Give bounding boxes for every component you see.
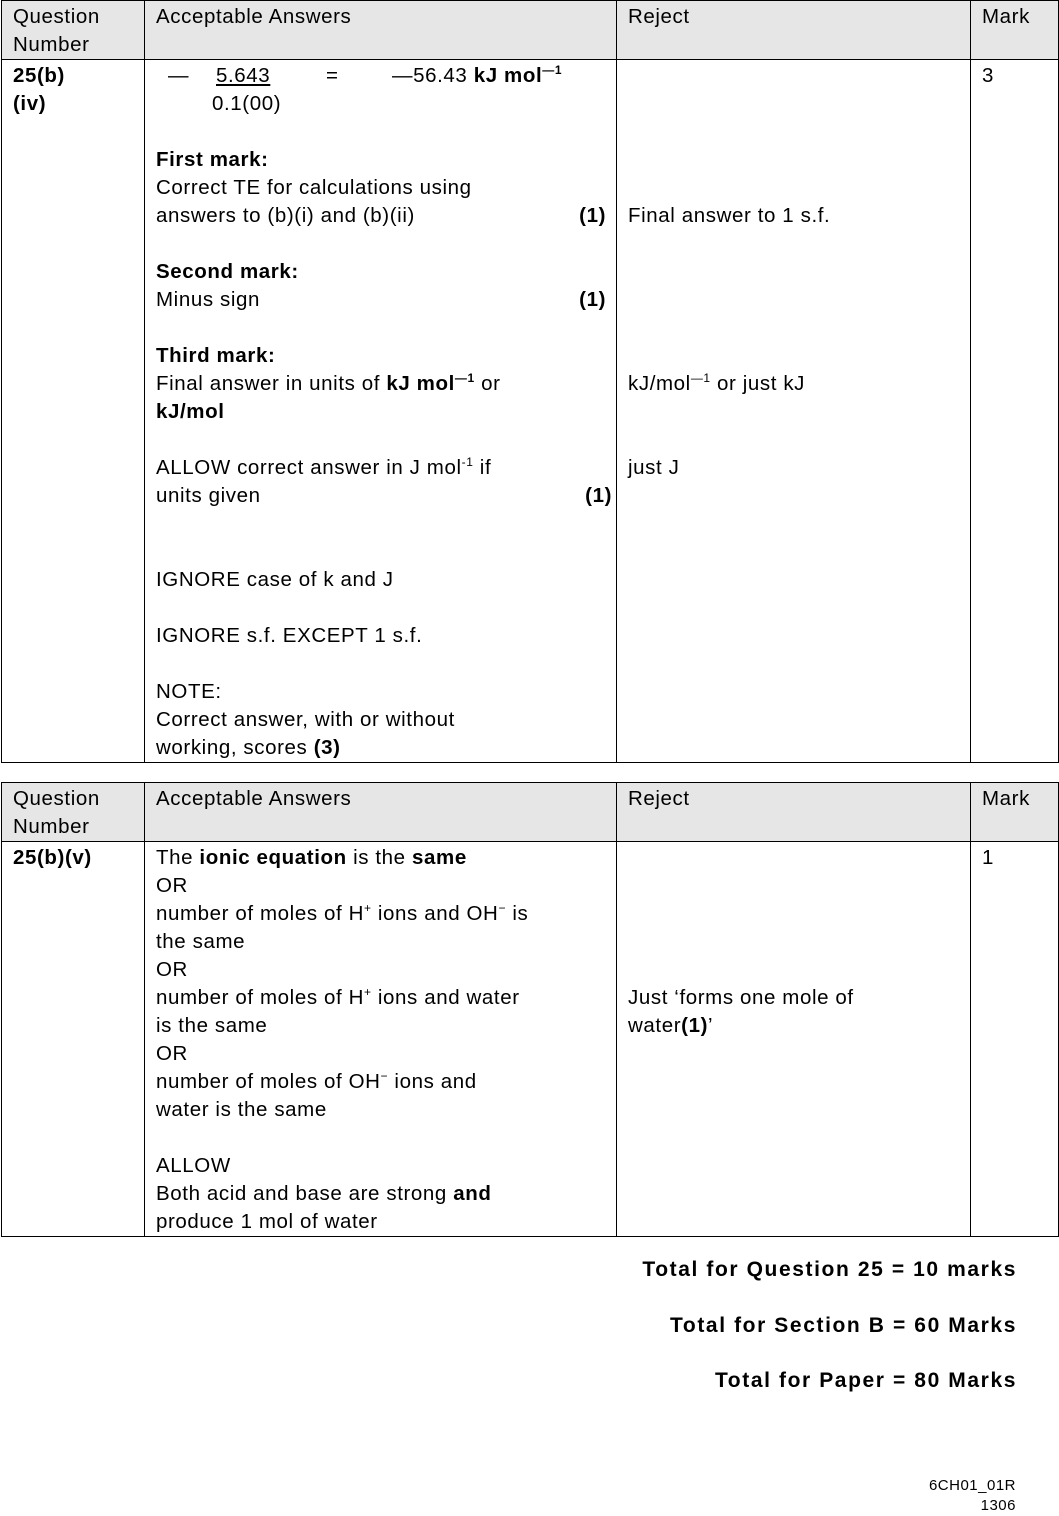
mark-cell: 1 xyxy=(971,842,1059,1237)
note-text: Correct answer, with or without xyxy=(156,708,455,731)
answer-moles-oh-water: number of moles of OH− ions and xyxy=(156,1069,477,1093)
acceptable-answers-cell xyxy=(145,60,617,763)
exam-date-code: 1306 xyxy=(980,1497,1016,1514)
acceptable-answers-header: Acceptable Answers xyxy=(145,783,617,842)
reject-text: Just ‘forms one mole of xyxy=(628,986,854,1009)
calculation-denominator: 0.1(00) xyxy=(212,92,282,115)
second-mark-heading: Second mark: xyxy=(156,260,299,283)
reject-just-j: just J xyxy=(628,456,680,479)
markscheme-table-25b-iv xyxy=(1,0,1059,763)
third-mark-heading: Third mark: xyxy=(156,344,276,367)
or-separator: OR xyxy=(156,874,188,897)
allow-text: ALLOW correct answer in J mol$^{-1}$ if xyxy=(156,455,492,479)
question-subpart: (iv) xyxy=(13,92,47,115)
first-mark-value: (1) xyxy=(579,204,606,227)
header-row xyxy=(2,783,1059,842)
first-mark-line: answers to (b)(i) and (b)(ii) (1) xyxy=(156,202,606,230)
header-row xyxy=(2,1,1059,60)
reject-sf: Final answer to 1 s.f. xyxy=(628,204,831,227)
question-number-header: Question Number xyxy=(2,1,145,60)
calc-minus: — xyxy=(168,64,190,87)
total-paper: Total for Paper = 80 Marks xyxy=(714,1369,1017,1392)
reject-text-2: water(1)’ xyxy=(628,1014,714,1037)
reject-header: Reject xyxy=(617,783,971,842)
mark-header: Mark xyxy=(971,1,1059,60)
acceptable-answers-header: Acceptable Answers xyxy=(145,1,617,60)
mark-cell: 3 xyxy=(971,60,1059,763)
reject-cell xyxy=(617,842,971,1237)
first-mark-text: Correct TE for calculations using xyxy=(156,176,472,199)
question-number-cell xyxy=(2,842,145,1237)
calc-result: —56.43 kJ mol$^{—1}$ xyxy=(392,63,563,87)
paper-code: 6CH01_01R xyxy=(928,1477,1016,1494)
reject-header: Reject xyxy=(617,1,971,60)
note-heading: NOTE: xyxy=(156,680,222,703)
or-separator: OR xyxy=(156,958,188,981)
question-number-cell xyxy=(2,60,145,763)
answer-moles-h-oh: number of moles of H+ ions and OH− is xyxy=(156,901,529,925)
answer-moles-h-water: number of moles of H+ ions and water xyxy=(156,985,520,1009)
allow-line: units given (1) xyxy=(156,482,606,510)
total-section: Total for Section B = 60 Marks xyxy=(670,1314,1017,1337)
allow-text: Both acid and base are strong and xyxy=(156,1182,492,1205)
calculation-line xyxy=(156,62,606,90)
first-mark-heading: First mark: xyxy=(156,148,269,171)
note-text-2: working, scores (3) xyxy=(156,736,341,759)
question-number-header: Question Number xyxy=(2,783,145,842)
acceptable-answers-cell: The ionic equation is the same OR number of moles of H+ ions and OH− is the same OR number of moles of H+ ions and water is the same OR number of moles of OH− ions and water is the same ALLOW Both acid and base are strong and produce 1 mol of water xyxy=(145,842,617,1237)
question-number: 25(b) xyxy=(13,64,65,87)
total-question: Total for Question 25 = 10 marks xyxy=(642,1258,1017,1281)
markscheme-table-25b-v xyxy=(1,782,1059,1237)
second-mark-line: Minus sign (1) xyxy=(156,286,606,314)
page-footer xyxy=(929,1476,1016,1516)
answer-row xyxy=(2,842,1059,1237)
calc-numerator: 5.643 xyxy=(216,64,271,87)
reject-cell xyxy=(617,60,971,763)
or-separator: OR xyxy=(156,1042,188,1065)
question-number: 25(b)(v) xyxy=(13,846,92,869)
third-mark-text: Final answer in units of kJ mol$^{—1}$ or xyxy=(156,371,501,395)
third-mark-unit-alt: kJ/mol xyxy=(156,400,225,423)
allow-heading: ALLOW xyxy=(156,1154,231,1177)
ignore-case-note: IGNORE case of k and J xyxy=(156,568,394,591)
answer-row xyxy=(2,60,1059,763)
second-mark-value: (1) xyxy=(579,288,606,311)
answer-ionic-equation: The ionic equation is the same xyxy=(156,846,467,869)
mark-header: Mark xyxy=(971,783,1059,842)
ignore-sf-note: IGNORE s.f. EXCEPT 1 s.f. xyxy=(156,624,423,647)
calc-equals: = xyxy=(326,64,339,87)
reject-units: kJ/mol$^{—1}$ or just kJ xyxy=(628,371,806,395)
allow-mark-value: (1) xyxy=(585,484,612,507)
